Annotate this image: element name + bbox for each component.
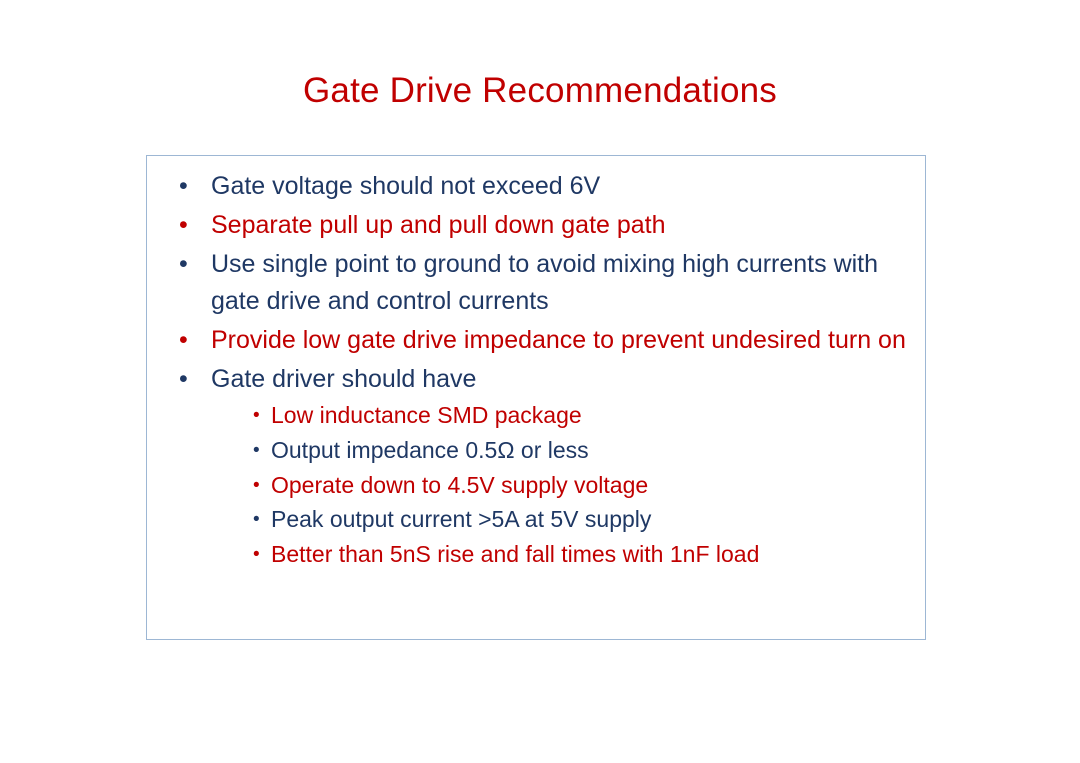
bullet-icon: • [253, 544, 260, 566]
bullet-icon: • [253, 474, 260, 496]
sub-list-item [241, 399, 907, 433]
list-item [165, 207, 907, 244]
list-item-label: Provide low gate drive impedance to prevent undesired turn on [211, 326, 906, 354]
list-item [165, 361, 907, 572]
bullet-icon: • [179, 211, 188, 239]
sub-list-item [241, 434, 907, 468]
sub-list-item [241, 503, 907, 537]
sub-list-item-label: Better than 5nS rise and fall times with 1nF load [271, 541, 760, 568]
gate-driver-requirements-list [241, 399, 907, 572]
sub-list-item-label: Low inductance SMD package [271, 402, 582, 428]
content-box [146, 155, 926, 640]
bullet-icon: • [179, 250, 188, 278]
bullet-icon: • [253, 439, 260, 461]
list-item-label: Gate voltage should not exceed 6V [211, 172, 601, 200]
sub-list-wrapper [211, 399, 907, 572]
list-item-label: Separate pull up and pull down gate path [211, 211, 666, 239]
sub-list-item-label: Peak output current >5A at 5V supply [271, 506, 652, 533]
bullet-icon: • [253, 509, 260, 531]
sub-list-item [241, 469, 907, 503]
sub-list-item-label: Output impedance 0.5Ω or less [271, 436, 589, 463]
sub-list-item [241, 538, 907, 572]
list-item-label: Gate driver should have [211, 365, 477, 393]
sub-list-item-label: Operate down to 4.5V supply voltage [271, 471, 649, 498]
bullet-icon: • [179, 172, 188, 200]
bullet-icon: • [179, 365, 188, 393]
page-title: Gate Drive Recommendations [302, 71, 777, 110]
recommendations-list [165, 168, 907, 572]
list-item [165, 168, 907, 205]
bullet-icon: • [179, 326, 188, 354]
list-item-label: Use single point to ground to avoid mixing high currents with gate drive and control currents [211, 250, 879, 315]
bullet-icon: • [253, 405, 260, 426]
list-item [165, 322, 907, 359]
list-item [165, 246, 907, 320]
